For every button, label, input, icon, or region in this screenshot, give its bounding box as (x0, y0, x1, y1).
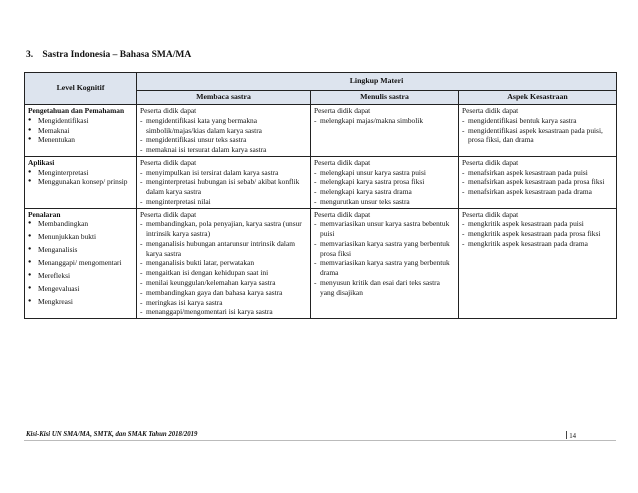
cell-intro: Peserta didik dapat (314, 106, 371, 115)
indicator-cell (137, 105, 311, 157)
indicator-line (462, 187, 613, 197)
dash-marker: - (140, 219, 143, 229)
level-item: ● Menanggapi/ mengomentari (28, 258, 133, 268)
cell-intro: Peserta didik dapat (314, 209, 371, 219)
indicator-line (314, 278, 455, 298)
indicator-line (314, 187, 455, 197)
indicator-cell (311, 105, 459, 157)
level-item-list (28, 219, 133, 306)
dash-marker: - (314, 258, 317, 268)
cell-intro: Peserta didik dapat (314, 157, 371, 167)
cell-intro: Peserta didik dapat (140, 106, 197, 115)
column-header-membaca: Membaca sastra (137, 91, 311, 105)
dash-marker: - (314, 167, 317, 177)
indicator-line (140, 168, 307, 178)
dash-marker: - (140, 287, 143, 297)
indicator-line (462, 229, 613, 239)
indicator-line (462, 116, 613, 126)
indicator-text: menafsirkan aspek kesastraan pada drama (468, 187, 592, 197)
dash-marker: - (140, 115, 143, 125)
indicator-text: melengkapi unsur karya sastra puisi (320, 167, 426, 177)
level-item: ● Mengidentifikasi (28, 116, 133, 126)
indicator-line (140, 298, 307, 308)
lingkup-materi-header: Lingkup Materi (137, 73, 617, 91)
indicator-text: menganalisis hubungan antarunsur intrinsik dalam karya sastra (146, 238, 296, 258)
indicator-text: menyimpulkan isi tersirat dalam karya sastra (146, 167, 279, 177)
indicator-cell (137, 156, 311, 208)
table-body (25, 105, 617, 319)
footer-text: Kisi-Kisi UN SMA/MA, SMTK, dan SMAK Tahun 2018/2019 (26, 431, 198, 438)
indicator-cell (311, 208, 459, 318)
indicator-text: melengkapi karya sastra prosa fiksi (320, 177, 425, 187)
table-row (25, 208, 617, 318)
dash-marker: - (314, 187, 317, 197)
dash-marker: - (140, 238, 143, 248)
indicator-line (462, 126, 613, 146)
indicator-text: mengkritik aspek kesastraan pada drama (468, 238, 588, 248)
indicator-line (140, 145, 307, 155)
indicator-text: menganalisis bukti latar, perwatakan (146, 258, 255, 268)
level-item: ● Menganalisis (28, 245, 133, 255)
indicator-line (462, 239, 613, 249)
cell-intro: Peserta didik dapat (462, 209, 519, 219)
dash-marker: - (314, 196, 317, 206)
column-header-aspek: Aspek Kesastraan (459, 91, 617, 105)
footer-divider (24, 440, 616, 441)
dash-marker: - (462, 115, 465, 125)
level-item-list (28, 168, 133, 188)
indicator-line (314, 258, 455, 278)
indicator-text: menafsirkan aspek kesastraan pada puisi (468, 167, 588, 177)
table-row (25, 105, 617, 157)
level-cell (25, 156, 137, 208)
section-number: 3. (26, 50, 34, 60)
indicator-text: meringkas isi karya sastra (146, 297, 223, 307)
indicator-line (140, 135, 307, 145)
indicator-text: menafsirkan aspek kesastraan pada prosa fiksi (468, 177, 605, 187)
table-row (25, 156, 617, 208)
column-header-menulis: Menulis sastra (311, 91, 459, 105)
level-item: ● Mengevaluasi (28, 284, 133, 294)
indicator-text: mengidentifikasi aspek kesastraan pada puisi, prosa fiksi, dan drama (468, 125, 603, 145)
level-item: ● Membandingkan (28, 219, 133, 229)
indicator-text: menanggapi/mengomentari isi karya sastra (146, 307, 273, 317)
level-item: ● Memaknai (28, 126, 133, 136)
level-cell (25, 105, 137, 157)
indicator-line (462, 219, 613, 229)
indicator-text: membandingkan gaya dan bahasa karya sastra (146, 287, 283, 297)
cell-intro: Peserta didik dapat (462, 157, 519, 167)
level-item: ● Menggunakan konsep/ prinsip (28, 177, 133, 187)
dash-marker: - (314, 219, 317, 229)
indicator-text: mengidentifikasi kata yang bermakna simbolik/majas/kias dalam karya sastra (146, 115, 262, 135)
indicator-text: menginterpretasi hubungan isi sebab/ akibat konflik dalam karya sastra (146, 177, 300, 197)
indicator-line (140, 116, 307, 136)
indicator-line (140, 268, 307, 278)
indicator-cell (459, 208, 617, 318)
indicator-text: mengurutkan unsur teks sastra (320, 196, 410, 206)
level-item-list (28, 116, 133, 145)
indicator-text: menyusun kritik dan esai dari teks sastra yang disajikan (320, 278, 440, 297)
indicator-line (140, 219, 307, 239)
dash-marker: - (140, 135, 143, 145)
indicator-text: mengkritik aspek kesastraan pada prosa fiksi (468, 229, 601, 239)
indicator-line (140, 197, 307, 207)
indicator-cell (137, 208, 311, 318)
dash-marker: - (462, 219, 465, 229)
indicator-text: menilai keunggulan/kelemahan karya sastra (146, 278, 276, 288)
level-item: ● Merefleksi (28, 271, 133, 281)
indicator-text: menginterpretasi nilai (146, 196, 211, 206)
indicator-line (462, 168, 613, 178)
indicator-line (314, 197, 455, 207)
indicator-text: mengkritik aspek kesastraan pada puisi (468, 219, 584, 229)
dash-marker: - (140, 167, 143, 177)
indicator-text: memvariasikan unsur karya sastra bebentuk puisi (320, 219, 450, 239)
indicator-text: mengaitkan isi dengan kehidupan saat ini (146, 268, 269, 278)
dash-marker: - (140, 307, 143, 317)
indicator-line (314, 219, 455, 239)
indicator-text: membandingkan, pola penyajian, karya sastra (unsur intrinsik karya sastra) (146, 219, 302, 239)
section-heading (26, 50, 191, 60)
dash-marker: - (462, 177, 465, 187)
indicator-line (140, 177, 307, 197)
dash-marker: - (140, 268, 143, 278)
dash-marker: - (140, 177, 143, 187)
page-number (566, 431, 576, 440)
dash-marker: - (314, 177, 317, 187)
indicator-cell (459, 156, 617, 208)
cell-intro: Peserta didik dapat (462, 106, 519, 115)
level-item: ● Menunjukkan bukti (28, 232, 133, 242)
dash-marker: - (462, 125, 465, 135)
indicator-line (462, 177, 613, 187)
level-item: ● Menginterpretasi (28, 168, 133, 178)
dash-marker: - (140, 278, 143, 288)
indicator-text: mengidentifikasi bentuk karya sastra (468, 115, 577, 125)
indicator-line (314, 168, 455, 178)
indicator-cell (311, 156, 459, 208)
dash-marker: - (314, 115, 317, 125)
indicator-line (140, 258, 307, 268)
level-title: Aplikasi (28, 157, 55, 167)
dash-marker: - (140, 196, 143, 206)
dash-marker: - (462, 187, 465, 197)
level-cell (25, 208, 137, 318)
dash-marker: - (462, 238, 465, 248)
indicator-line (140, 288, 307, 298)
dash-marker: - (140, 145, 143, 155)
indicator-text: mengidentifikasi unsur teks sastra (146, 135, 247, 145)
dash-marker: - (462, 229, 465, 239)
indicator-line (314, 177, 455, 187)
indicator-text: melengkapi karya sastra drama (320, 187, 412, 197)
page-number-divider (566, 431, 567, 439)
dash-marker: - (314, 278, 317, 288)
page-number-value: 14 (569, 433, 576, 440)
indicator-line (140, 278, 307, 288)
level-title: Pengetahuan dan Pemahaman (28, 106, 125, 115)
indicator-line (140, 239, 307, 259)
cell-intro: Peserta didik dapat (140, 209, 197, 219)
dash-marker: - (314, 238, 317, 248)
dash-marker: - (140, 258, 143, 268)
indicator-cell (459, 105, 617, 157)
indicator-text: memvariasikan karya sastra yang berbentuk prosa fiksi (320, 238, 450, 258)
indicator-line (314, 116, 455, 126)
indicator-text: memvariasikan karya sastra yang berbentuk drama (320, 258, 450, 278)
cell-intro: Peserta didik dapat (140, 157, 197, 167)
indicator-line (140, 307, 307, 317)
level-title: Penalaran (28, 209, 61, 219)
dash-marker: - (462, 167, 465, 177)
dash-marker: - (140, 297, 143, 307)
section-title: Sastra Indonesia – Bahasa SMA/MA (42, 50, 192, 60)
kisi-kisi-table (24, 72, 617, 319)
indicator-line (314, 239, 455, 259)
indicator-text: memaknai isi tersurat dalam karya sastra (146, 145, 267, 155)
indicator-text: melengkapi majas/makna simbolik (320, 115, 424, 125)
level-item: ● Menentukan (28, 135, 133, 145)
level-item: ● Mengkreasi (28, 297, 133, 307)
level-kognitif-header: Level Kognitif (25, 73, 137, 105)
